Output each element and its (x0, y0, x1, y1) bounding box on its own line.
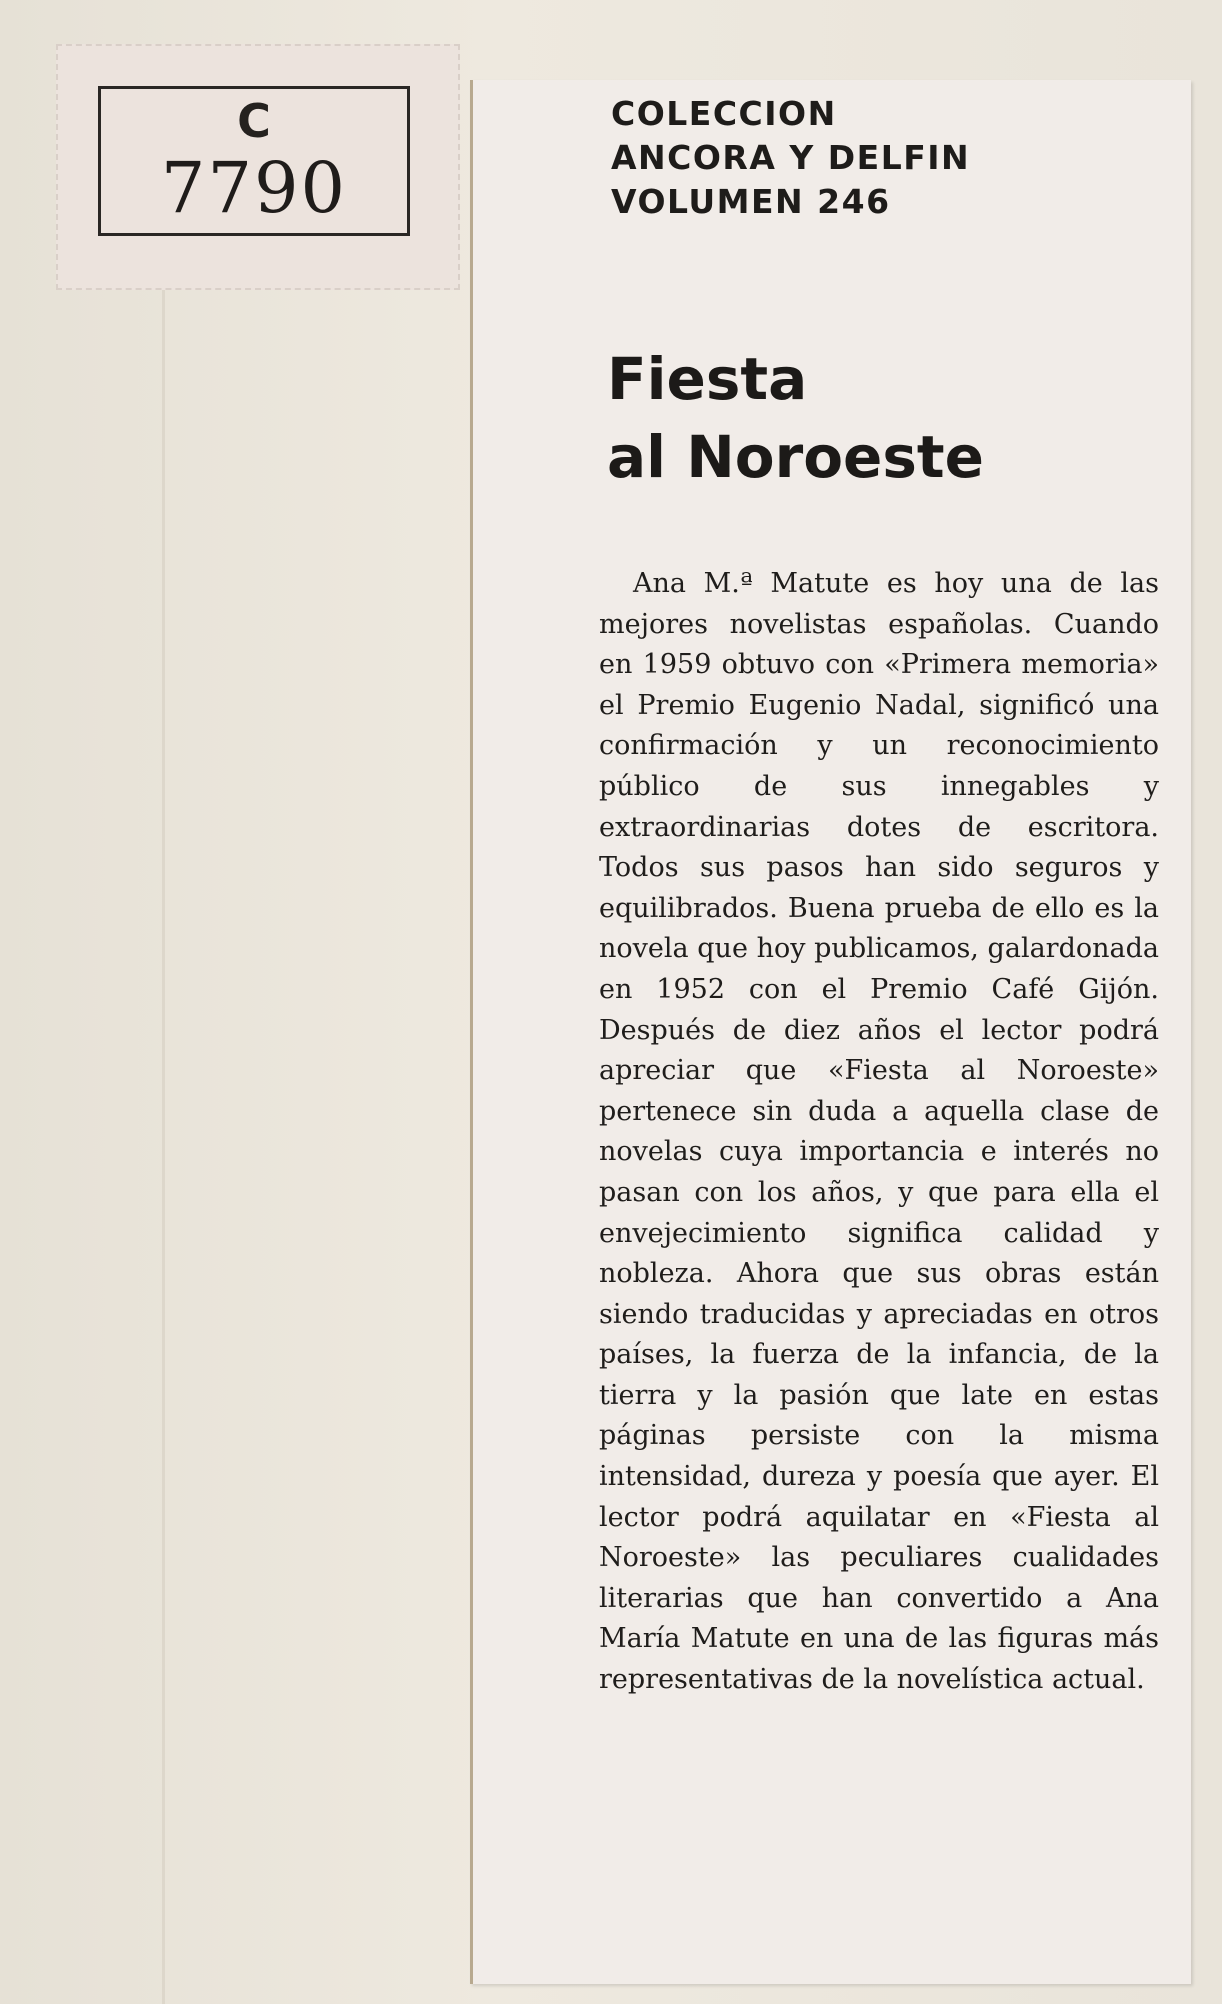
series-name: ANCORA Y DELFIN (611, 138, 971, 177)
book-title-line-1: Fiesta (607, 345, 808, 413)
review-body: Ana M.ª Matute es hoy una de las mejores novelistas españolas. Cuando en 1959 obtuvo con «Primera memoria» el Premio Eugenio Nadal, significó una confirmación y un reconocimiento público de sus innegables y extraordinarias dotes de escritora. Todos sus pasos han sido seguros y equilibrados. Buena prueba de ello es la novela que hoy publicamos, galardonada en 1952 con el Premio Café Gijón. Después de diez años el lector podrá apreciar que «Fiesta al Noroeste» pertenece sin duda a aquella clase de novelas cuya importancia e interés no pasan con los años, y que para ella el envejecimiento significa calidad y nobleza. Ahora que sus obras están siendo traducidas y apreciadas en otros países, la fuerza de la infancia, de la tierra y la pasión que late en estas páginas persiste con la misma intensidad, dureza y poesía que ayer. El lector podrá aquilatar en «Fiesta al Noroeste» las peculiares cualidades literarias que han convertido a Ana María Matute en una de las figuras más representativas de la novelística actual. (599, 568, 1159, 1696)
series-heading (611, 92, 1171, 224)
catalog-stamp-box (98, 86, 410, 236)
catalog-number: 7790 (160, 147, 348, 229)
book-title (607, 340, 1167, 496)
catalog-stamp (56, 44, 460, 290)
backing-fold-line (162, 290, 165, 2004)
book-title-line-2: al Noroeste (607, 423, 984, 491)
series-collection: COLECCION (611, 94, 837, 133)
catalog-letter: C (237, 94, 271, 148)
newspaper-clipping (470, 80, 1191, 1984)
series-volume: VOLUMEN 246 (611, 182, 891, 221)
